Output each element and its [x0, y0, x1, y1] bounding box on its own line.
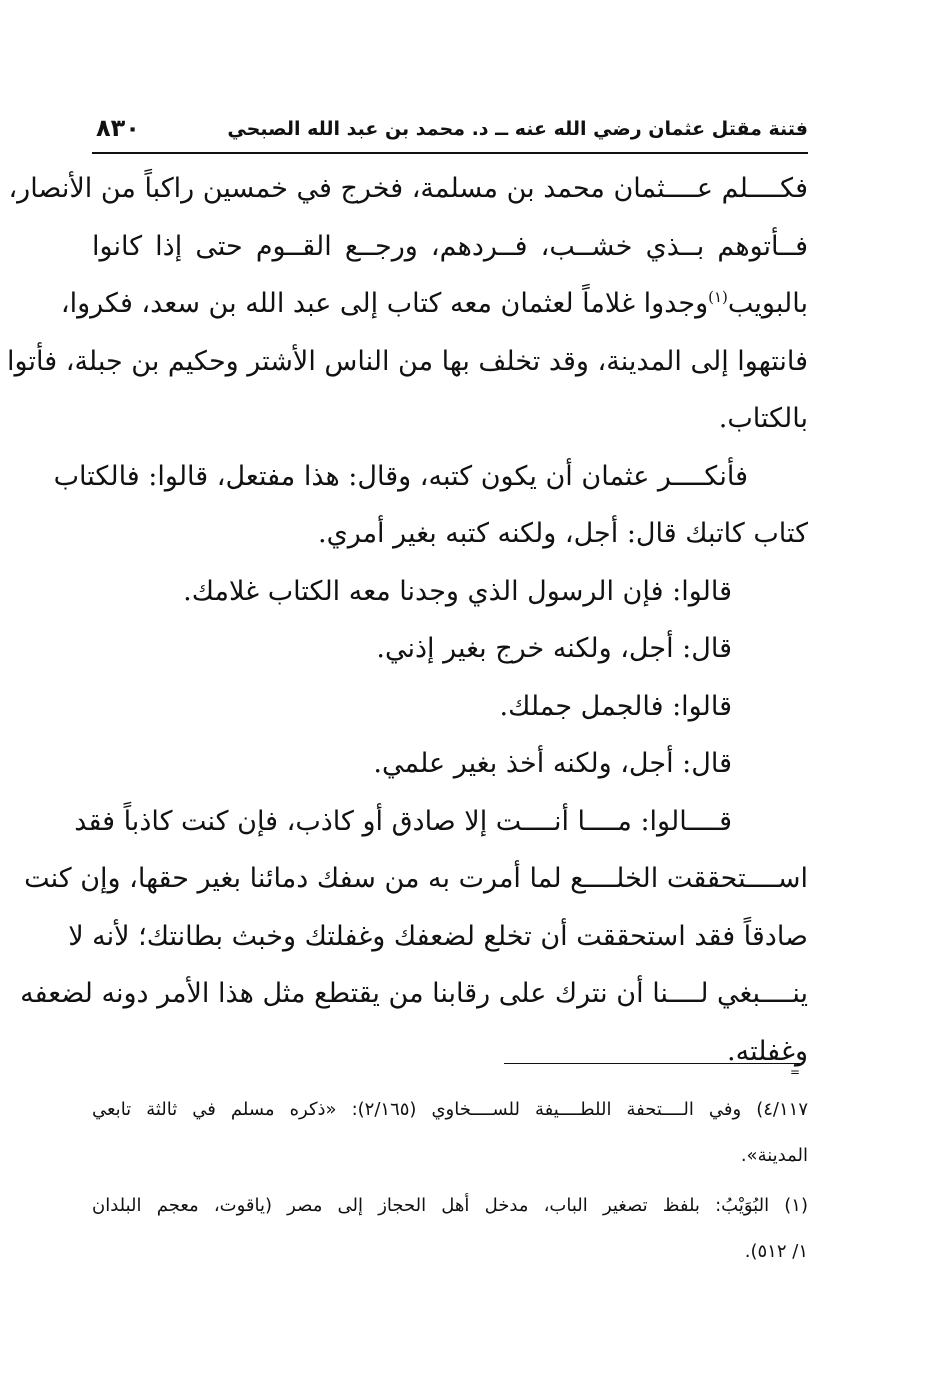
text-line: ينــــبغي لــــنا أن نترك على رقابنا من يقتطع مثل هذا الأمر دونه لضعفه [20, 978, 808, 1009]
text-line: فكــــلم عــــثمان محمد بن مسلمة، فخرج في خمسين راكباً من الأنصار، [8, 173, 808, 204]
footnote-separator-mark: = [789, 1065, 800, 1079]
text-line: قال: أجل، ولكنه أخذ بغير علمي. [373, 748, 732, 779]
text-line: بالكتاب. [718, 403, 808, 434]
text-line: وغفلته. [727, 1035, 808, 1067]
text-line: اســــتحققت الخلــــع لما أمرت به من سفك دمائنا بغير حقها، وإن كنت [24, 863, 808, 894]
text-line: قالوا: فإن الرسول الذي وجدنا معه الكتاب غلامك. [183, 575, 732, 607]
footnote-line: (١) البُوَيْبُ: بلفظ تصغير الباب، مدخل أهل الحجاز إلى مصر (ياقوت، معجم البلدان [92, 1195, 808, 1216]
text-segment: وجدوا غلاماً لعثمان معه كتاب إلى عبد الله بن سعد، فكروا، [60, 288, 709, 319]
text-line: صادقاً فقد استحققت أن تخلع لضعفك وغفلتك وخبث بطانتك؛ لأنه لا [68, 920, 808, 952]
footnote-line: ١/ ٥١٢). [744, 1241, 808, 1262]
book-page [7, 0, 808, 1379]
text-line: فأنكــــر عثمان أن يكون كتبه، وقال: هذا مفتعل، قالوا: فالكتاب [53, 460, 748, 492]
footnotes [92, 1087, 808, 1275]
footnote-reference: (١) [708, 288, 728, 306]
footnote-separator [504, 1063, 800, 1064]
text-line [60, 275, 808, 333]
footnote-line: ٤/١١٧) وفي الــــتحفة اللطــــيفة للســــخاوي (٢/١٦٥): «ذكره مسلم في ثالثة تابعي [92, 1099, 808, 1120]
running-header [92, 112, 808, 154]
page-number: ٨٣٠ [96, 114, 140, 142]
text-line: قال: أجل، ولكنه خرج بغير إذني. [376, 633, 732, 664]
text-line: فــأتوهم بــذي خشــب، فــردهم، ورجــع القــوم حتى إذا كانوا [92, 230, 808, 262]
text-line: كتاب كاتبك قال: أجل، ولكنه كتبه بغير أمري. [317, 518, 808, 549]
text-line: قــــالوا: مــــا أنــــت إلا صادق أو كاذب، فإن كنت كاذباً فقد [74, 805, 732, 837]
text-line: قالوا: فالجمل جملك. [499, 690, 732, 722]
main-text [7, 160, 808, 1080]
text-segment: بالبويب [727, 288, 808, 319]
text-line: فانتهوا إلى المدينة، وقد تخلف بها من الناس الأشتر وحكيم بن جبلة، فأتوا [7, 345, 808, 377]
footnote-line: المدينة». [740, 1145, 808, 1166]
running-header-title: فتنة مقتل عثمان رضي الله عنه ــ د. محمد بن عبد الله الصبحي [227, 118, 808, 140]
